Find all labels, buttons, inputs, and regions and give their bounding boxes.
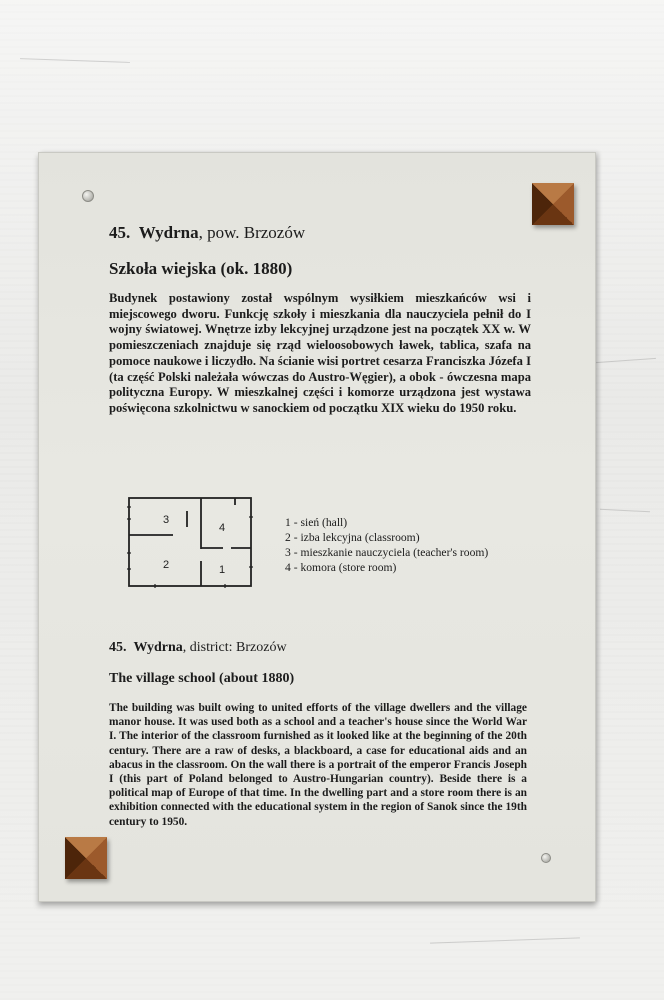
english-heading-place: Wydrna: [133, 640, 183, 655]
information-plaque: [38, 152, 596, 902]
polish-subtitle: Szkoła wiejska (ok. 1880): [109, 259, 293, 278]
english-heading-number: 45.: [109, 640, 127, 655]
wall-crack: [596, 358, 656, 363]
floor-plan-room-label: 1: [219, 564, 226, 576]
floor-plan: [125, 493, 257, 593]
english-subtitle: The village school (about 1880): [109, 671, 295, 686]
screw-icon: [82, 190, 94, 202]
english-heading-district: , district: Brzozów: [182, 640, 287, 655]
polish-description: Budynek postawiony został wspólnym wysiłkiem mieszkańców wsi i miejscowego dworu. Funkcję szkoły i mieszkania dla nauczyciela pełnił do I wojny światowej. Wnętrze izby lekcyjnej urządzone jest na początek XX w. W pomieszczeniach znajduje się rząd wieloosobowych ławek, tablica, szafa na pomoce naukowe i liczydło. Na ścianie wisi portret cesarza Franciszka Józefa I (ta część Polski należała wówczas do Austro-Węgier), a obok - ówczesna mapa polityczna Europy. W mieszkalnej części i komorze urządzona jest wystawa poświęcona szkolnictwu w sanockiem od początku XIX wieku do 1950 roku.: [109, 291, 531, 415]
legend-item: 1 - sień (hall): [285, 516, 348, 529]
floor-plan-room-label: 4: [219, 522, 226, 534]
legend-item: 4 - komora (store room): [285, 561, 397, 574]
legend-item: 3 - mieszkanie nauczyciela (teacher's room): [285, 546, 489, 559]
floor-plan-room-label: 2: [163, 559, 170, 571]
polish-heading-place: Wydrna: [138, 223, 199, 242]
polish-heading-number: 45.: [109, 223, 131, 242]
screw-icon: [541, 853, 551, 863]
floor-plan-room-label: 3: [163, 514, 170, 526]
english-description: The building was built owing to united efforts of the village dwellers and the village manor house. It was used both as a school and a teacher's house since the World War I. The interior of the classroom furnished as it looked like at the beginning of the 20th century. There are a raw of desks, a blackboard, a case for educational aids and an abacus in the classroom. On the wall there is a portrait of the emperor Francis Joseph I (this part of Poland belonged to Austro-Hungarian country). Beside there is a political map of Europe of that time. In the dwelling part and a store room there is an exhibition connected with the educational system in the region of Sanok since the 19th century to 1950.: [109, 702, 527, 828]
wall-crack: [20, 58, 130, 63]
floor-plan-legend: [285, 515, 488, 575]
polish-heading: [109, 223, 305, 243]
english-heading: [109, 640, 287, 656]
wall-crack: [430, 937, 580, 943]
polish-heading-district: , pow. Brzozów: [198, 223, 306, 242]
wooden-stud-icon: [532, 183, 574, 225]
legend-item: 2 - izba lekcyjna (classroom): [285, 531, 420, 544]
wall-crack: [600, 509, 650, 513]
wooden-stud-icon: [65, 837, 107, 879]
floor-plan-outline: [129, 498, 251, 586]
